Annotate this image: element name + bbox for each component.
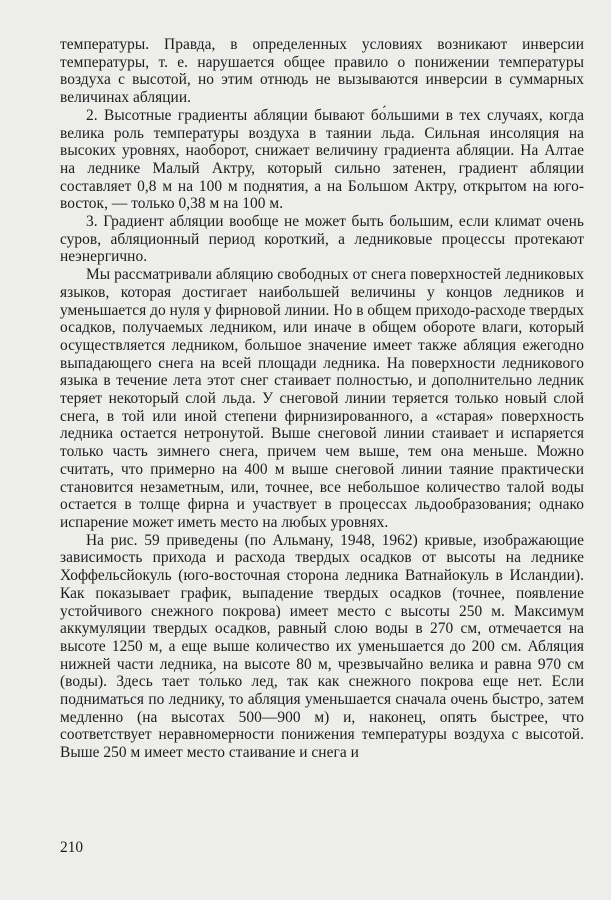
paragraph-snow-ablation: Мы рассматривали абляцию свободных от снега поверхностей ледниковых языков, которая достигает наибольшей величины у концов ледников и уменьшается до нуля у фирновой линии. Но в общем приходо-расходе твердых осадков, получаемых ледником, или иначе в общем обороте влаги, который осуществляется ледником, большое значение имеет также абляция ежегодно выпадающего снега на всей площади ледника. На поверхности ледникового языка в течение лета этот снег стаивает полностью, и дополнительно ледник теряет некоторый слой льда. У снеговой линии теряется только новый слой снега, в той или иной степени фирнизированного, а «старая» поверхность ледника остается нетронутой. Выше снеговой линии стаивает и испаряется только часть зимнего снега, причем чем выше, тем она меньше. Можно считать, что примерно на 400 м выше снеговой линии таяние практически становится незаметным, или, точнее, все небольшое количество талой воды остается в толще фирна и участвует в процессах льдообразования; однако испарение может иметь место на любых уровнях. — [60, 266, 584, 531]
paragraph-continuation: температуры. Правда, в определенных условиях возникают инверсии температуры, т. е. нарушается общее правило о понижении температуры воздуха с высотой, но этим отнюдь не вызываются инверсии в суммарных величинах абляции. — [60, 36, 584, 107]
paragraph-point-3: 3. Градиент абляции вообще не может быть большим, если климат очень суров, абляционный период короткий, а ледниковые процессы протекают неэнергично. — [60, 213, 584, 266]
body-text — [60, 36, 584, 762]
page-number: 210 — [60, 839, 84, 856]
paragraph-point-2: 2. Высотные градиенты абляции бывают бо́льшими в тех случаях, когда велика роль температуры воздуха в таянии льда. Сильная инсоляция на высоких уровнях, наоборот, снижает величину градиента абляции. На Алтае на леднике Малый Актру, который сильно затенен, градиент абляции составляет 0,8 м на 100 м поднятия, а на Большом Актру, открытом на юго-восток, — только 0,38 м на 100 м. — [60, 106, 584, 213]
paragraph-figure-59: На рис. 59 приведены (по Альману, 1948, 1962) кривые, изображающие зависимость прихода и расхода твердых осадков от высоты на леднике Хоффельсйокуль (юго-восточная сторона ледника Ватнайокуль в Исландии). Как показывает график, выпадение твердых осадков (точнее, появление устойчивого снежного покрова) имеет место с высоты 250 м. Максимум аккумуляции твердых осадков, равный слою воды в 270 см, отмечается на высоте 1250 м, а еще выше количество их уменьшается до 200 см. Абляция нижней части ледника, на высоте 80 м, чрезвычайно велика и равна 970 см (воды). Здесь тает то́лько лед, так как снежного покрова еще нет. Если подниматься по леднику, то абляция уменьшается сначала очень быстро, затем медленно (на высотах 500—900 м) и, наконец, опять быстрее, что соответствует неравномерности понижения температуры воздуха с высотой. Выше 250 м имеет место стаивание и снега и — [60, 531, 584, 762]
